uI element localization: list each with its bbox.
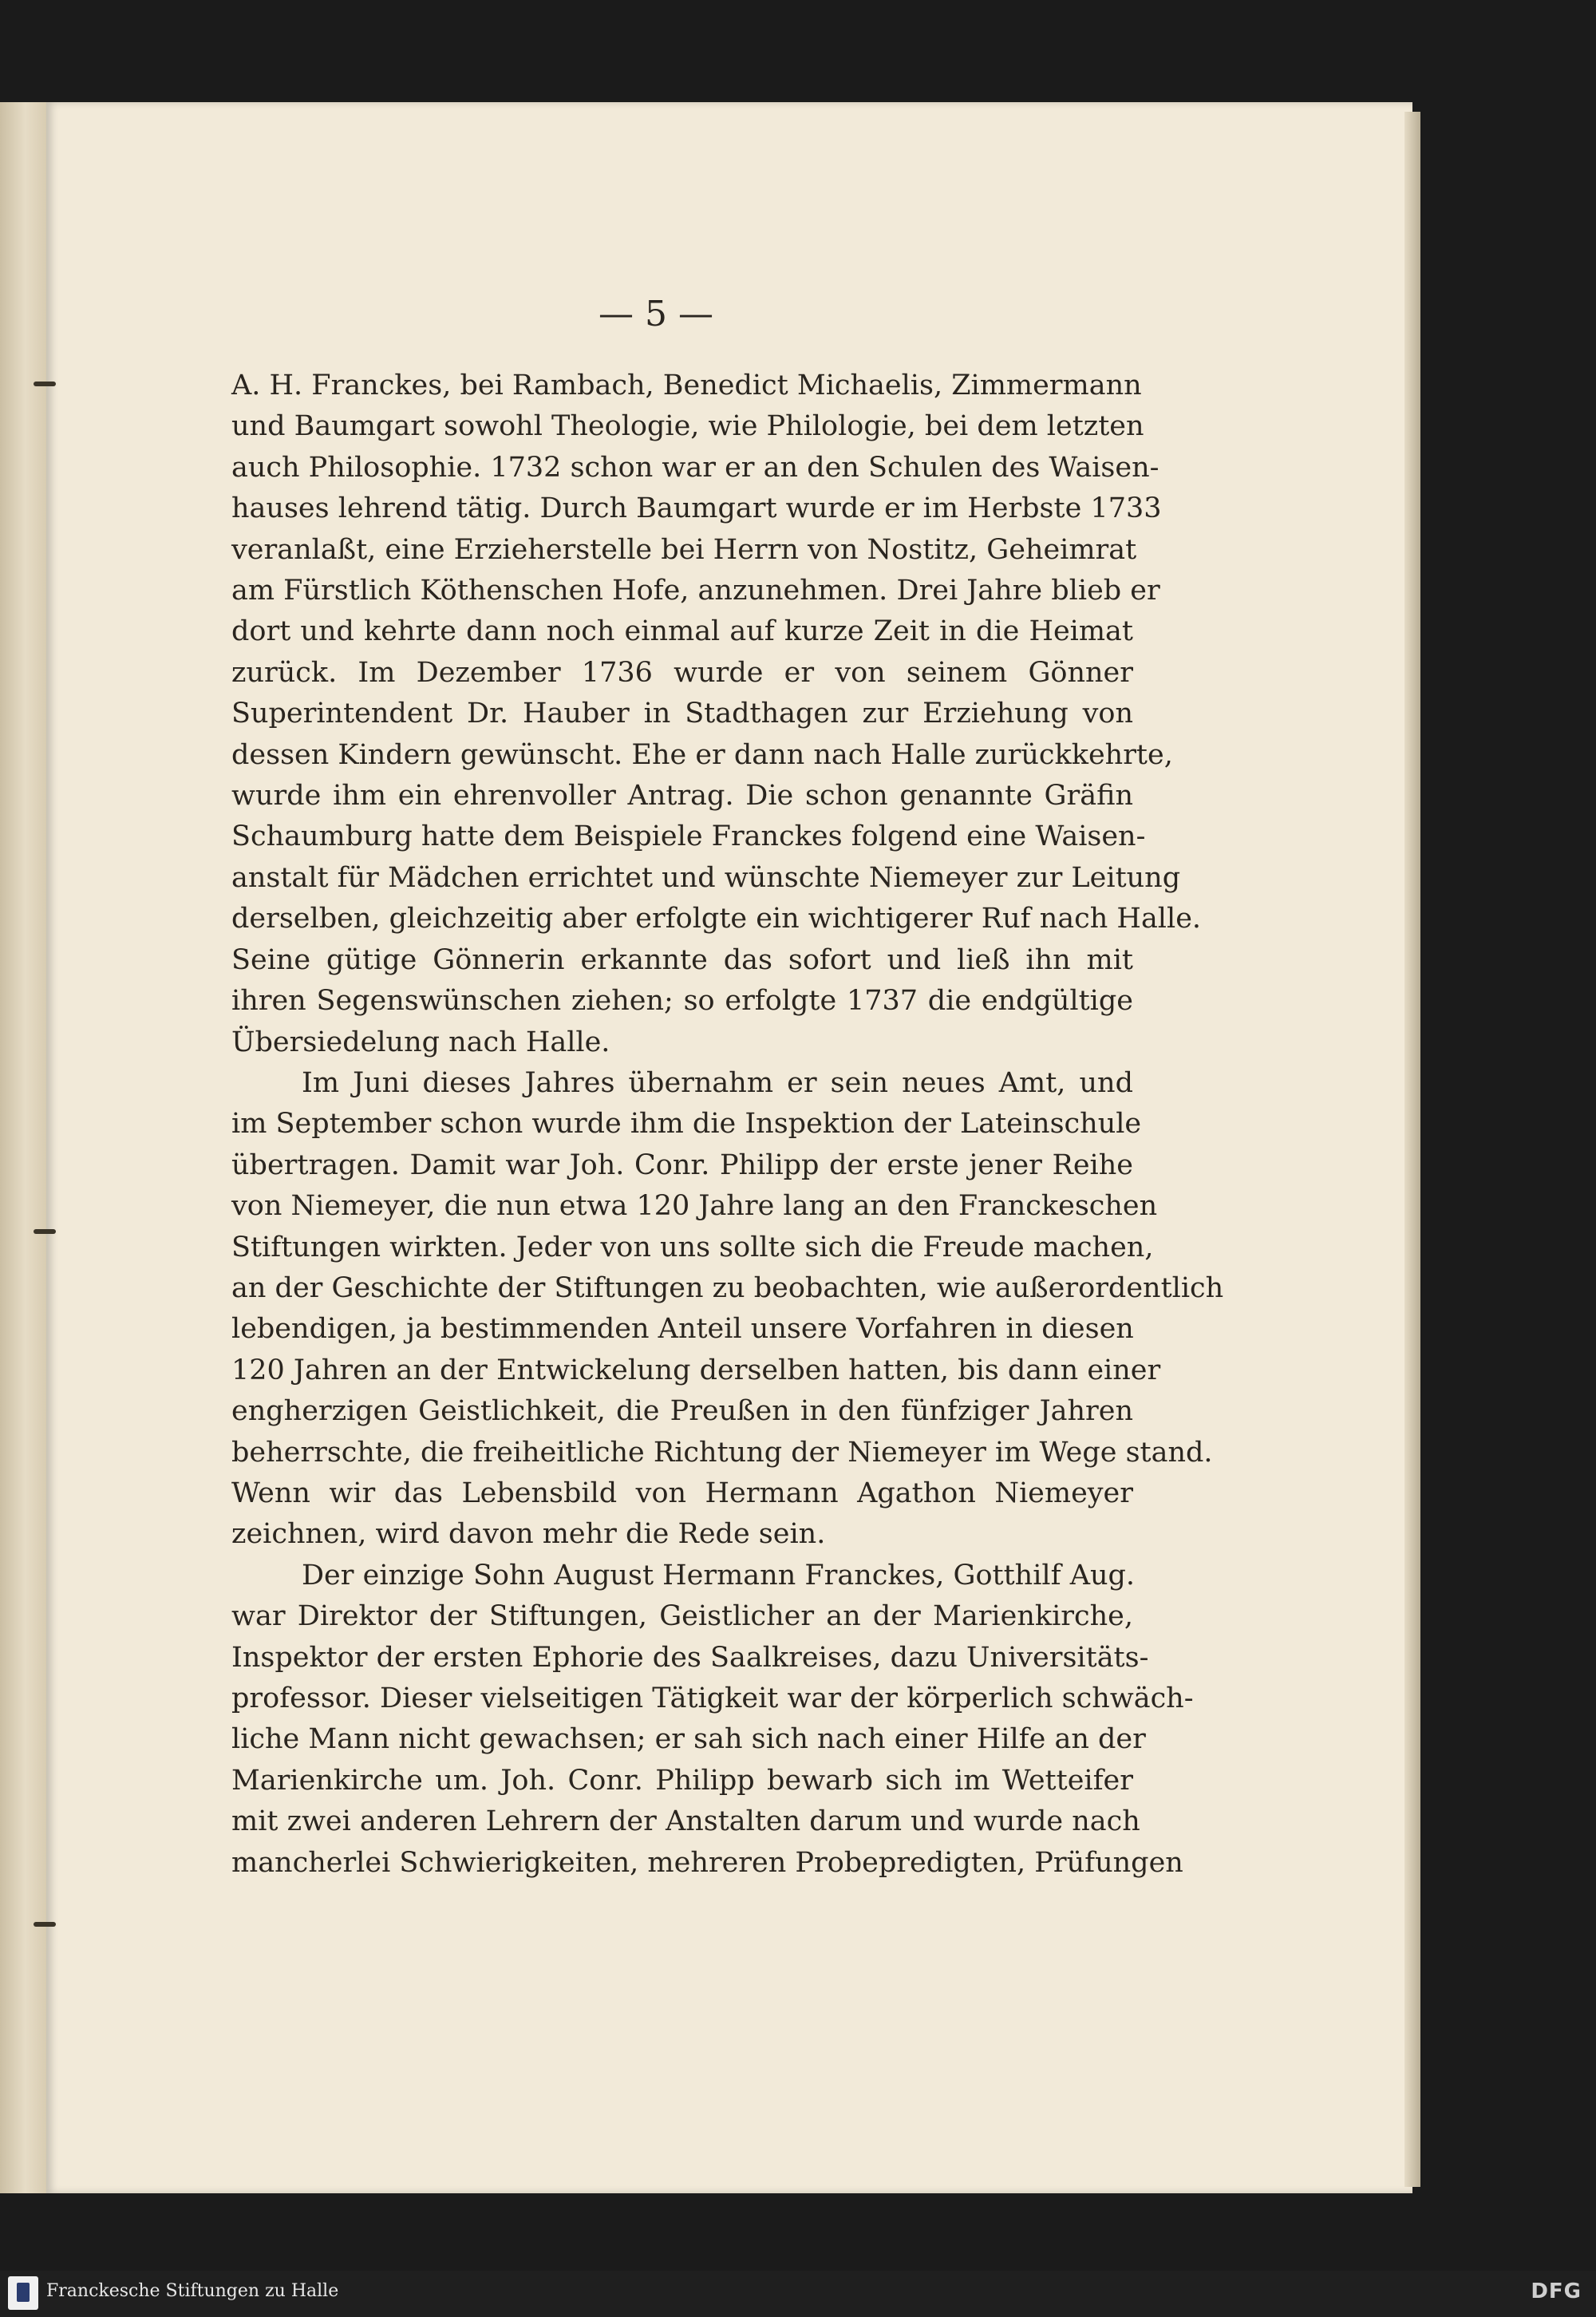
text-line: lebendigen, ja bestimmenden Anteil unsere Vorfahren in diesen bbox=[231, 1313, 1134, 1346]
binding-stitch bbox=[34, 1922, 56, 1927]
text-line: zurück. Im Dezember 1736 wurde er von seinem Gönner bbox=[231, 656, 1133, 689]
text-line: Schaumburg hatte dem Beispiele Franckes folgend eine Waisen- bbox=[231, 820, 1146, 853]
text-line: anstalt für Mädchen errichtet und wünschte Niemeyer zur Leitung bbox=[231, 861, 1181, 894]
text-line: liche Mann nicht gewachsen; er sah sich nach einer Hilfe an der bbox=[231, 1723, 1146, 1756]
text-line: Stiftungen wirkten. Jeder von uns sollte sich die Freude machen, bbox=[231, 1231, 1154, 1263]
text-line: professor. Dieser vielseitigen Tätigkeit war der körperlich schwäch- bbox=[231, 1682, 1194, 1714]
binding-stitch bbox=[34, 1229, 56, 1234]
text-line: Superintendent Dr. Hauber in Stadthagen zur Erziehung von bbox=[231, 698, 1133, 730]
text-line: veranlaßt, eine Erzieherstelle bei Herrn von Nostitz, Geheimrat bbox=[231, 533, 1137, 566]
text-line: dessen Kindern gewünscht. Ehe er dann nach Halle zurückkehrte, bbox=[231, 738, 1173, 771]
text-line: hauses lehrend tätig. Durch Baumgart wurde er im Herbste 1733 bbox=[231, 492, 1162, 525]
footer-institution: Franckesche Stiftungen zu Halle bbox=[46, 2281, 339, 2301]
left-page-edge bbox=[0, 102, 46, 2193]
page-right-edge bbox=[1404, 112, 1420, 2187]
text-line: und Baumgart sowohl Theologie, wie Philologie, bei dem letzten bbox=[231, 410, 1144, 443]
text-line: Der einzige Sohn August Hermann Franckes, Gotthilf Aug. bbox=[302, 1559, 1136, 1591]
text-line: dort und kehrte dann noch einmal auf kurze Zeit in die Heimat bbox=[231, 615, 1133, 648]
dfg-badge: DFG bbox=[1531, 2279, 1582, 2303]
text-line: ihren Segenswünschen ziehen; so erfolgte 1737 die endgültige bbox=[231, 985, 1133, 1018]
text-line: von Niemeyer, die nun etwa 120 Jahre lang an den Franckeschen bbox=[231, 1190, 1158, 1223]
text-line: zeichnen, wird davon mehr die Rede sein. bbox=[231, 1518, 826, 1551]
text-line: Inspektor der ersten Ephorie des Saalkreises, dazu Universitäts- bbox=[231, 1641, 1149, 1674]
text-line: derselben, gleichzeitig aber erfolgte ein wichtigerer Ruf nach Halle. bbox=[231, 903, 1202, 935]
text-line: Wenn wir das Lebensbild von Hermann Agathon Niemeyer bbox=[231, 1477, 1133, 1509]
text-line: A. H. Franckes, bei Rambach, Benedict Michaelis, Zimmermann bbox=[231, 370, 1142, 401]
text-line: auch Philosophie. 1732 schon war er an den Schulen des Waisen- bbox=[231, 451, 1159, 484]
text-line: Übersiedelung nach Halle. bbox=[231, 1026, 610, 1058]
institution-logo-icon bbox=[8, 2276, 38, 2310]
text-line: übertragen. Damit war Joh. Conr. Philipp der erste jener Reihe bbox=[231, 1149, 1133, 1181]
text-line: Marienkirche um. Joh. Conr. Philipp bewarb sich im Wetteifer bbox=[231, 1764, 1133, 1797]
text-line: mit zwei anderen Lehrern der Anstalten darum und wurde nach bbox=[231, 1805, 1140, 1838]
text-line: mancherlei Schwierigkeiten, mehreren Probepredigten, Prüfungen bbox=[231, 1846, 1183, 1879]
text-line: an der Geschichte der Stiftungen zu beobachten, wie außerordentlich bbox=[231, 1271, 1224, 1304]
text-line: engherzigen Geistlichkeit, die Preußen in den fünfziger Jahren bbox=[231, 1395, 1133, 1428]
body-text bbox=[231, 366, 1224, 1884]
text-line: war Direktor der Stiftungen, Geistlicher an der Marienkirche, bbox=[231, 1600, 1133, 1633]
text-line: 120 Jahren an der Entwickelung derselben hatten, bis dann einer bbox=[231, 1354, 1161, 1386]
text-line: Im Juni dieses Jahres übernahm er sein neues Amt, und bbox=[302, 1066, 1133, 1099]
text-line: im September schon wurde ihm die Inspektion der Lateinschule bbox=[231, 1108, 1142, 1141]
binding-stitch bbox=[34, 382, 56, 386]
text-line: beherrschte, die freiheitliche Richtung der Niemeyer im Wege stand. bbox=[231, 1436, 1213, 1469]
text-line: am Fürstlich Köthenschen Hofe, anzunehmen. Drei Jahre blieb er bbox=[231, 575, 1160, 607]
page-number: — 5 — bbox=[598, 294, 713, 334]
text-line: Seine gütige Gönnerin erkannte das sofort und ließ ihn mit bbox=[231, 943, 1133, 976]
text-line: wurde ihm ein ehrenvoller Antrag. Die schon genannte Gräfin bbox=[231, 780, 1133, 813]
